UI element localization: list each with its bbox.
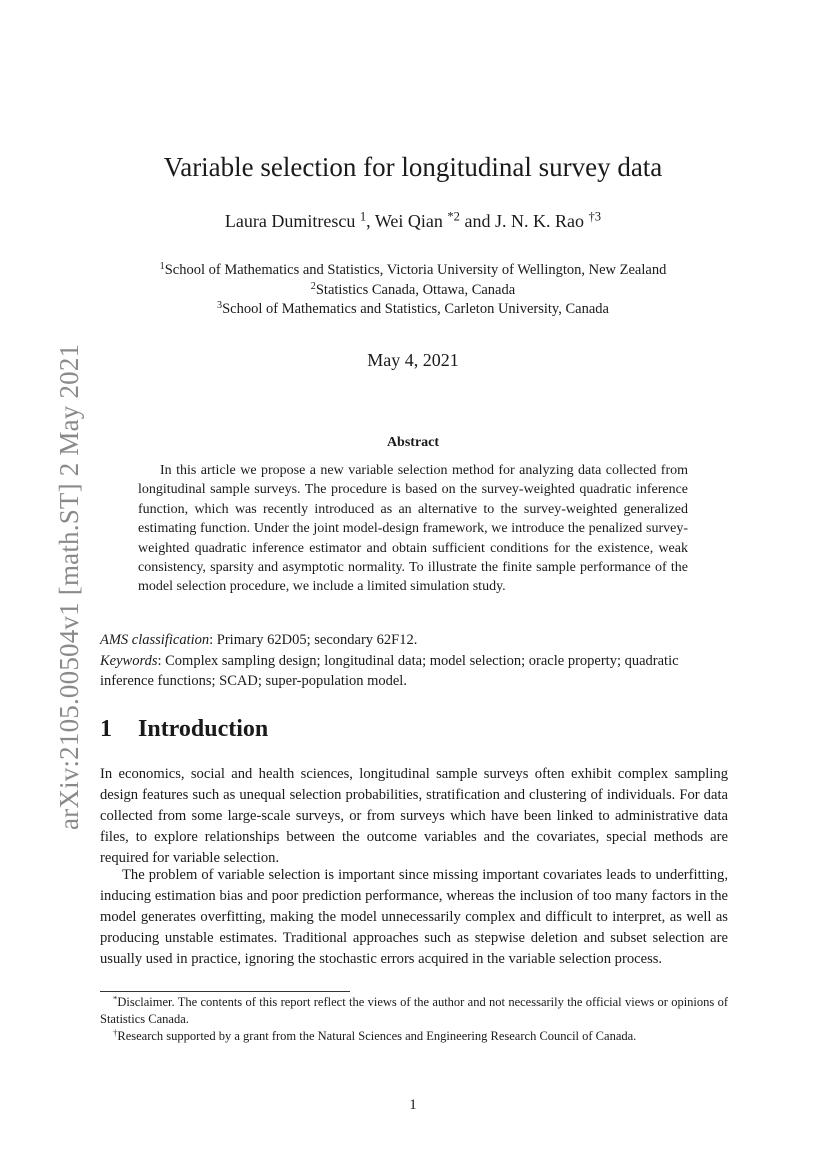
page-number: 1 xyxy=(409,1097,417,1113)
affiliation-1 xyxy=(0,262,826,279)
footnote-2 xyxy=(100,1028,728,1045)
author-2-sup: *2 xyxy=(447,209,460,224)
ams-text: : Primary 62D05; secondary 62F12. xyxy=(209,632,418,648)
section-heading xyxy=(100,716,268,743)
affiliation-1-text: School of Mathematics and Statistics, Victoria University of Wellington, New Zealand xyxy=(164,262,667,278)
author-3-sup: †3 xyxy=(588,209,602,224)
keywords xyxy=(100,652,730,691)
affiliation-3-sup: 3 xyxy=(217,299,223,311)
footnote-rule xyxy=(100,991,350,992)
intro-paragraph-2: The problem of variable selection is important since missing important covariates leads to underfitting, inducing estimation bias and poor prediction performance, whereas the inclusion of too many factors in the model generates overfitting, making the model unnecessarily complex and difficult to interpret, as well as producing unstable estimates. Traditional approaches such as stepwise deletion and subset selection are usually used in practice, ignoring the stochastic errors acquired in the variable selection process. xyxy=(100,867,728,967)
abstract-heading: Abstract xyxy=(386,435,440,450)
publication-date: May 4, 2021 xyxy=(367,350,459,370)
arxiv-stamp xyxy=(16,330,84,830)
paper-title: Variable selection for longitudinal survey data xyxy=(163,152,663,182)
affiliation-2 xyxy=(0,282,826,299)
ams-classification xyxy=(100,631,730,651)
author-1-sup: 1 xyxy=(359,209,367,224)
footnote-1 xyxy=(100,994,728,1028)
affiliation-3-text: School of Mathematics and Statistics, Carleton University, Canada xyxy=(222,301,609,317)
affiliation-3 xyxy=(0,301,826,318)
footnote-1-text: Disclaimer. The contents of this report reflect the views of the author and not necessarily the official views or opinions of Statistics Canada. xyxy=(100,995,728,1026)
author-2: , Wei Qian xyxy=(366,211,448,231)
footnote-2-mark: † xyxy=(113,1027,118,1038)
footnote-2-text: Research supported by a grant from the Natural Sciences and Engineering Research Council of Canada. xyxy=(117,1029,637,1043)
author-3: and J. N. K. Rao xyxy=(459,211,589,231)
section-number: 1 xyxy=(100,716,112,742)
ams-label: AMS classification xyxy=(100,632,210,648)
affiliation-2-text: Statistics Canada, Ottawa, Canada xyxy=(315,282,516,298)
keywords-label: Keywords xyxy=(100,653,158,669)
affiliation-1-sup: 1 xyxy=(159,260,165,272)
author-list xyxy=(0,211,826,232)
affiliation-2-sup: 2 xyxy=(310,280,316,292)
abstract-text: In this article we propose a new variable selection method for analyzing data collected from longitudinal sample surveys. The procedure is based on the survey-weighted quadratic inference function, which was recently introduced as an alternative to the survey-weighted generalized estimating function. Under the joint model-design framework, we introduce the penalized survey-weighted quadratic inference estimator and obtain sufficient conditions for the existence, weak consistency, sparsity and asymptotic normality. To illustrate the finite sample performance of the model selection procedure, we include a limited simulation study. xyxy=(138,463,688,595)
footnote-1-mark: * xyxy=(113,993,118,1004)
section-title: Introduction xyxy=(138,716,269,742)
intro-paragraph-1: In economics, social and health sciences, longitudinal sample surveys often exhibit complex sampling design features such as unequal selection probabilities, stratification and clustering of individuals. For data collected from some large-scale surveys, or from surveys which have been linked to administrative data files, to explore relationships between the outcome variables and the covariates, special methods are required for variable selection. xyxy=(100,766,728,866)
keywords-text: : Complex sampling design; longitudinal data; model selection; oracle property; quadratic inference functions; SCAD; super-population model. xyxy=(100,653,679,689)
arxiv-stamp-text: arXiv:2105.00504v1 [math.ST] 2 May 2021 xyxy=(54,343,84,830)
author-1: Laura Dumitrescu xyxy=(224,211,360,231)
